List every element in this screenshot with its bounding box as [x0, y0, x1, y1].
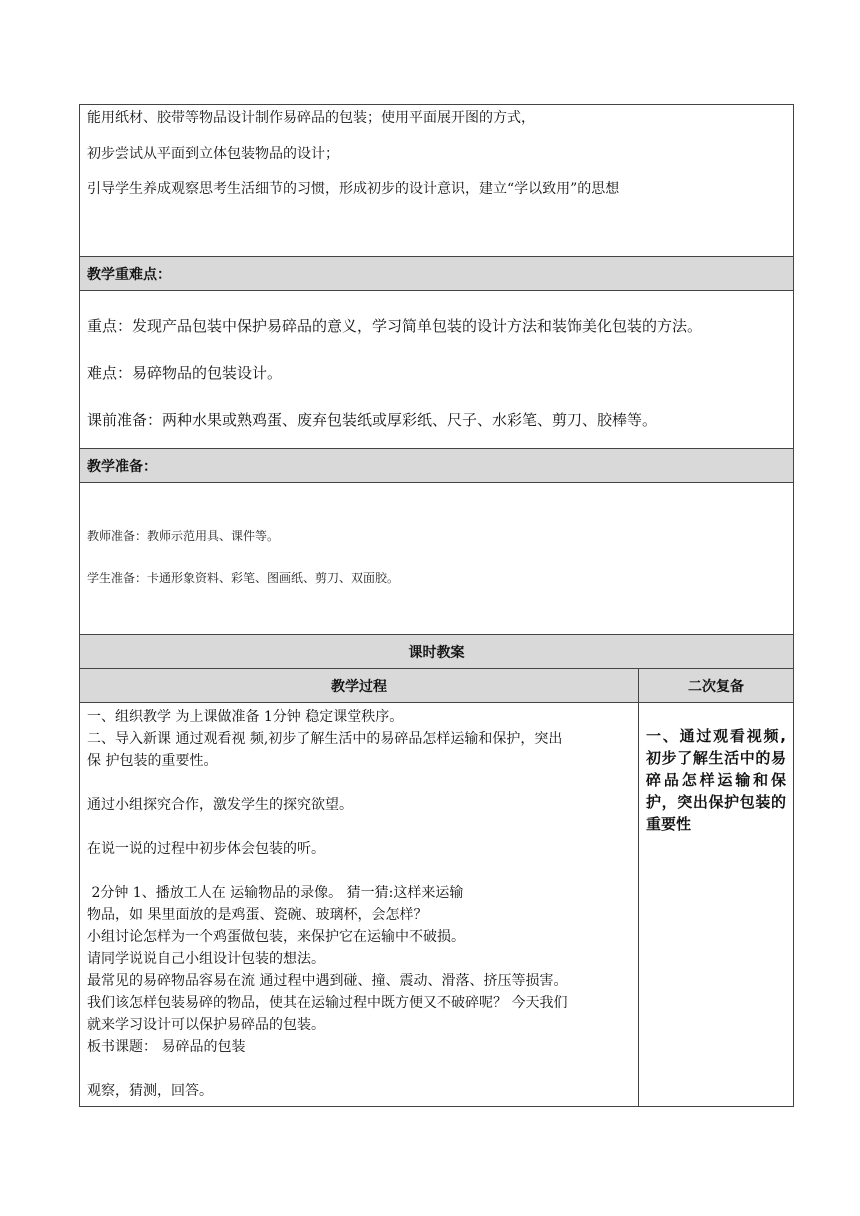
preparation-heading: 教学准备： — [80, 449, 794, 483]
review-text: 一、通过观看视频,初步了解生活中的易碎品怎样运输和保护，突出保护包装的重要性 — [646, 727, 786, 833]
process-line: 2分钟 1、播放工人在 运输物品的录像。 猜一猜:这样来运输 — [87, 885, 464, 901]
student-preparation: 学生准备：卡通形象资料、彩笔、图画纸、剪刀、双面胶。 — [87, 571, 400, 585]
process-line: 就来学习设计可以保护易碎品的包装。 — [87, 1017, 325, 1033]
process-line — [87, 1058, 631, 1080]
process-line: 请同学说说自己小组设计包装的想法。 — [87, 951, 325, 967]
process-line — [87, 772, 631, 794]
objective-line-3: 引导学生养成观察思考生活细节的习惯，形成初步的设计意识，建立“学以致用”的思想 — [87, 181, 620, 197]
process-line: 在说一说的过程中初步体会包装的听。 — [87, 841, 325, 857]
process-line: 通过小组探究合作，激发学生的探究欲望。 — [87, 797, 353, 813]
key-point-difficulty: 难点：易碎物品的包装设计。 — [87, 364, 283, 382]
lesson-plan-title: 课时教案 — [80, 635, 794, 669]
process-line: 最常见的易碎物品容易在流 通过程中遇到碰、撞、震动、滑落、挤压等损害。 — [87, 973, 568, 989]
key-point-focus: 重点：发现产品包装中保护易碎品的意义，学习简单包装的设计方法和装饰美化包装的方法。 — [87, 317, 703, 335]
teacher-preparation: 教师准备：教师示范用具、课件等。 — [87, 529, 280, 543]
key-points-cell — [80, 291, 794, 449]
objectives-row — [80, 105, 794, 257]
objective-line-1: 能用纸材、胶带等物品设计制作易碎品的包装；使用平面展开图的方式， — [87, 110, 535, 126]
process-line: 物品，如 果里面放的是鸡蛋、瓷碗、玻璃杯，会怎样？ — [87, 907, 428, 923]
process-line: 我们该怎样包装易碎的物品，使其在运输过程中既方便又不破碎呢？ 今天我们 — [87, 995, 568, 1011]
process-line — [87, 860, 631, 882]
process-line — [87, 816, 631, 838]
key-points-row — [80, 291, 794, 449]
key-points-heading: 教学重难点： — [80, 257, 794, 291]
process-lines — [87, 706, 631, 1102]
objective-line-2: 初步尝试从平面到立体包装物品的设计； — [87, 146, 339, 162]
process-line: 小组讨论怎样为一个鸡蛋做包装，来保护它在运输中不破损。 — [87, 929, 465, 945]
key-point-materials: 课前准备：两种水果或熟鸡蛋、废弃包装纸或厚彩纸、尺子、水彩笔、剪刀、胶棒等。 — [87, 411, 658, 429]
preparation-cell — [80, 483, 794, 635]
process-line: 保 护包装的重要性。 — [87, 753, 218, 769]
review-cell — [639, 703, 794, 1107]
lesson-table — [79, 104, 794, 1107]
preparation-row — [80, 483, 794, 635]
process-line: 板书课题： 易碎品的包装 — [87, 1039, 246, 1055]
objectives-cell — [80, 105, 794, 257]
process-line: 观察，猜测，回答。 — [87, 1083, 213, 1099]
process-column-header: 教学过程 — [80, 669, 639, 703]
review-column-header: 二次复备 — [639, 669, 794, 703]
process-line: 一、组织教学 为上课做准备 1分钟 稳定课堂秩序。 — [87, 709, 404, 725]
process-line: 二、导入新课 通过观看视 频,初步了解生活中的易碎品怎样运输和保护，突出 — [87, 731, 563, 747]
lesson-body-row — [80, 703, 794, 1107]
process-cell — [80, 703, 639, 1107]
